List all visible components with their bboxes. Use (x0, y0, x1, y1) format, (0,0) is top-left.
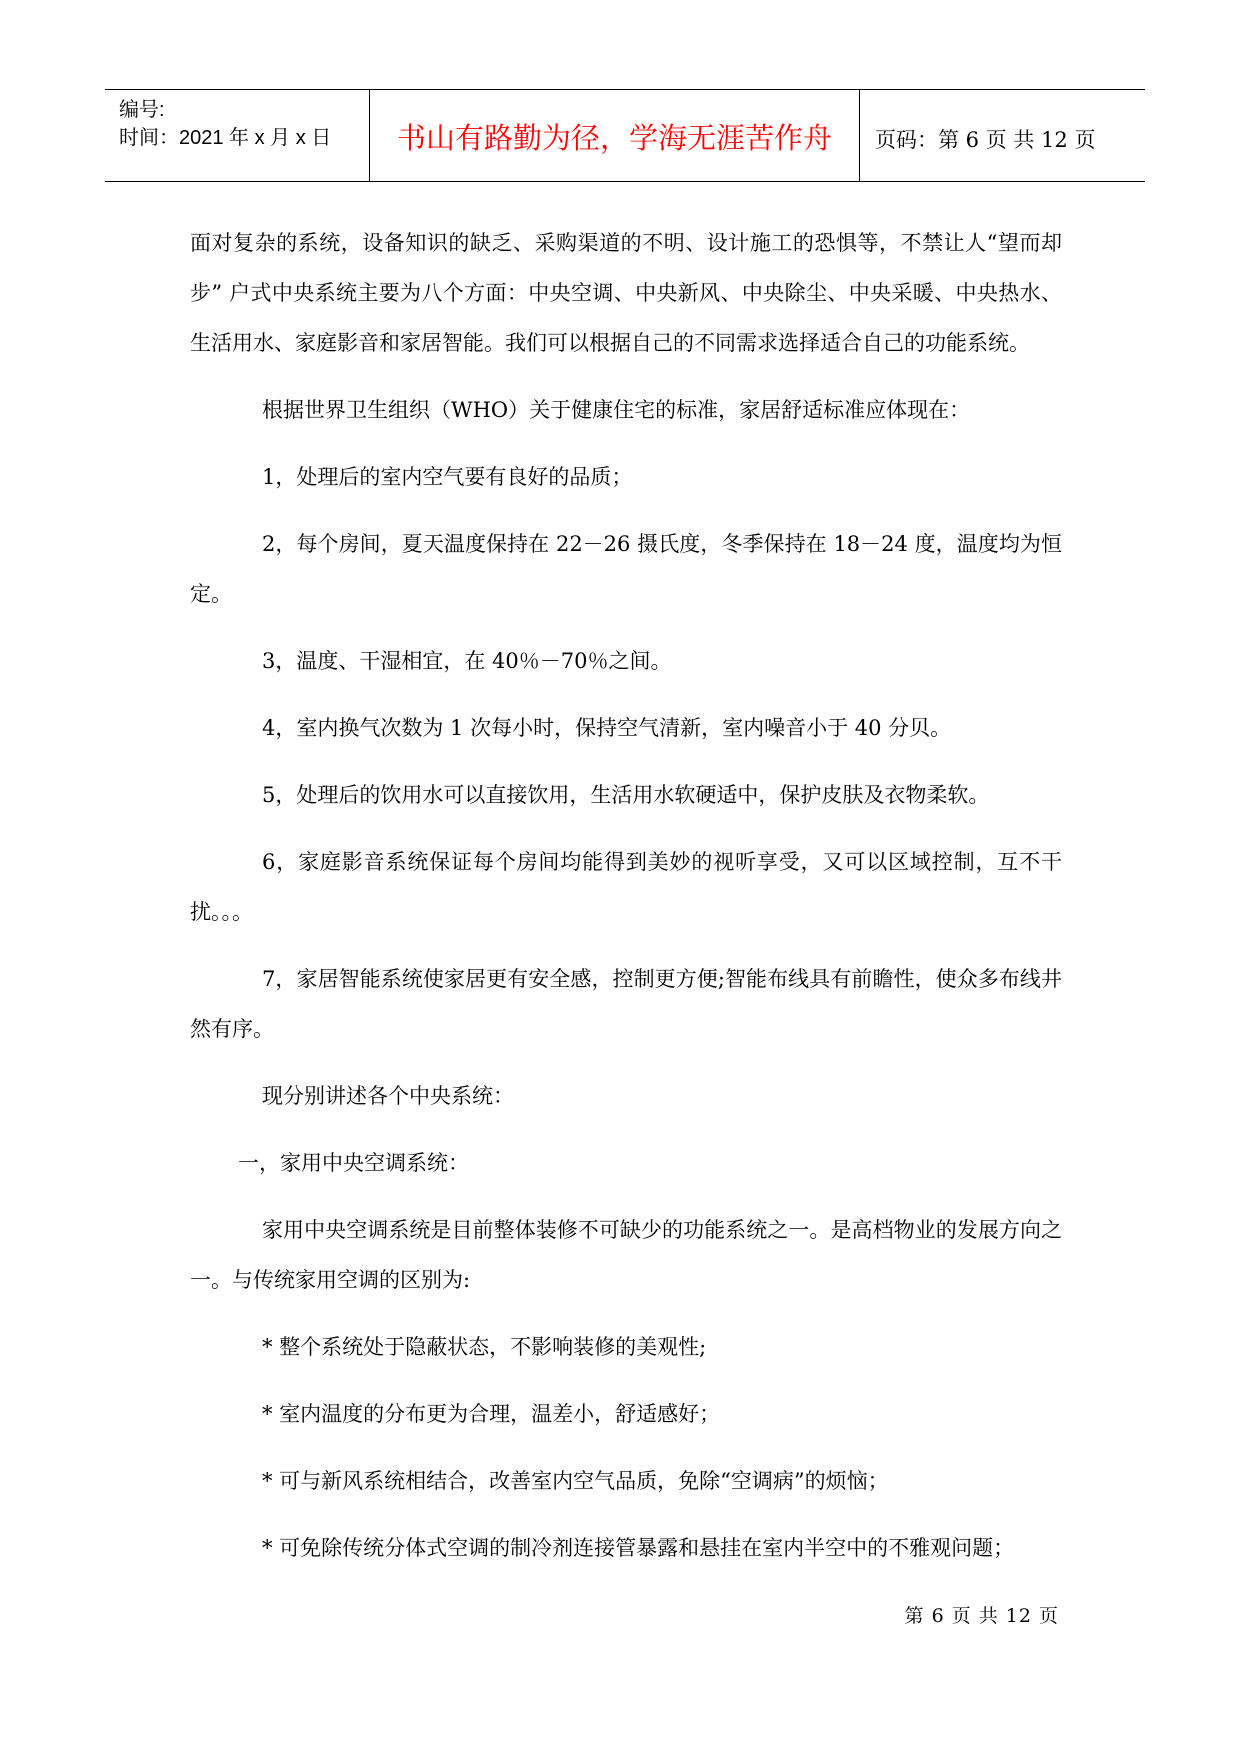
list-item-5: 5，处理后的饮用水可以直接饮用，生活用水软硬适中，保护皮肤及衣物柔软。 (262, 783, 990, 807)
bullet-item: * 室内温度的分布更为合理，温差小，舒适感好； (262, 1402, 721, 1426)
paragraph-who-standard: 根据世界卫生组织（WHO）关于健康住宅的标准，家居舒适标准应体现在： (262, 398, 971, 422)
page-code-label: 页码：第 6 页 共 12 页 (875, 128, 1096, 152)
list-item-7: 7，家居智能系统使家居更有安全感，控制更方便;智能布线具有前瞻性，使众多布线井然有序。 (190, 967, 1062, 1041)
bullet-item: * 整个系统处于隐蔽状态，不影响装修的美观性; (262, 1335, 707, 1359)
serial-number-label: 编号: (119, 99, 165, 121)
page-header (105, 89, 1145, 182)
paragraph-intro: 面对复杂的系统，设备知识的缺乏、采购渠道的不明、设计施工的恐惧等，不禁让人“望而却步” 户式中央系统主要为八个方面：中央空调、中央新风、中央除尘、中央采暖、中央热水、生活用水、家庭影音和家居智能。我们可以根据自己的不同需求选择适合自己的功能系统。 (190, 231, 1062, 355)
document-body (190, 218, 1062, 1573)
bullet-item: * 可免除传统分体式空调的制冷剂连接管暴露和悬挂在室内半空中的不雅观问题； (262, 1536, 1015, 1560)
paragraph-central-ac: 家用中央空调系统是目前整体装修不可缺少的功能系统之一。是高档物业的发展方向之一。与传统家用空调的区别为: (190, 1218, 1062, 1292)
header-info-cell (105, 90, 370, 181)
time-label: 时间：2021 年 x 月 x 日 (119, 127, 332, 149)
list-item-6: 6，家庭影音系统保证每个房间均能得到美妙的视听享受，又可以区域控制，互不干扰。。。 (190, 850, 1062, 924)
list-item-2: 2，每个房间，夏天温度保持在 22－26 摄氏度，冬季保持在 18－24 度，温度均为恒定。 (190, 532, 1062, 606)
list-item-3: 3，温度、干湿相宜，在 40％－70％之间。 (262, 649, 672, 673)
list-item-1: 1，处理后的室内空气要有良好的品质； (262, 465, 633, 489)
header-motto-cell (370, 90, 860, 181)
bullet-item: * 可与新风系统相结合，改善室内空气品质，免除“空调病”的烦恼； (262, 1469, 889, 1493)
list-item-4: 4，室内换气次数为 1 次每小时，保持空气清新，室内噪音小于 40 分贝。 (262, 716, 952, 740)
paragraph-overview: 现分别讲述各个中央系统： (262, 1084, 514, 1108)
header-page-cell (860, 90, 1145, 181)
section-heading-central-ac: 一，家用中央空调系统： (238, 1151, 469, 1175)
motto-text: 书山有路勤为径，学海无涯苦作舟 (396, 121, 832, 155)
page-footer: 第 6 页 共 12 页 (904, 1605, 1059, 1627)
